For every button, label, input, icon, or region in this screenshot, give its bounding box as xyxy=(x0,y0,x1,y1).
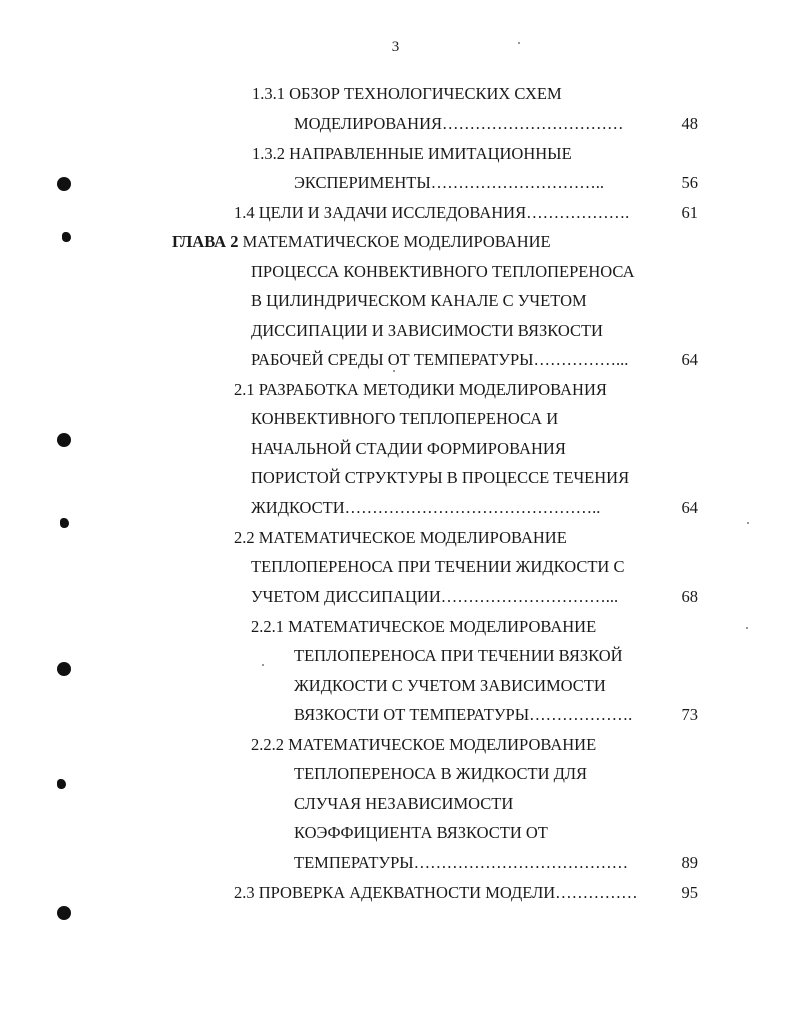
toc-line: КОНВЕКТИВНОГО ТЕПЛОПЕРЕНОСА И xyxy=(251,409,559,428)
toc-page-number: 61 xyxy=(681,203,698,222)
ink-blot-mark xyxy=(62,232,71,242)
chapter-label: ГЛАВА 2 xyxy=(172,232,239,251)
toc-line: 2.2 МАТЕМАТИЧЕСКОЕ МОДЕЛИРОВАНИЕ xyxy=(234,528,567,547)
toc-line: ДИССИПАЦИИ И ЗАВИСИМОСТИ ВЯЗКОСТИ xyxy=(251,321,603,340)
punch-hole-mark xyxy=(57,433,71,447)
toc-line: СЛУЧАЯ НЕЗАВИСИМОСТИ xyxy=(294,794,514,813)
punch-hole-mark xyxy=(57,662,71,676)
toc-page-number: 95 xyxy=(681,883,698,902)
scan-speck xyxy=(393,370,395,372)
toc-line: ЖИДКОСТИ……………………………………….. xyxy=(251,498,601,517)
punch-hole-mark xyxy=(57,906,71,920)
toc-line: ПОРИСТОЙ СТРУКТУРЫ В ПРОЦЕССЕ ТЕЧЕНИЯ xyxy=(251,468,630,487)
toc-line: КОЭФФИЦИЕНТА ВЯЗКОСТИ ОТ xyxy=(294,823,548,842)
toc-page-number: 64 xyxy=(681,350,698,369)
toc-line: НАЧАЛЬНОЙ СТАДИИ ФОРМИРОВАНИЯ xyxy=(251,439,566,458)
scan-speck xyxy=(746,627,748,629)
ink-blot-mark xyxy=(60,518,69,528)
toc-line: ВЯЗКОСТИ ОТ ТЕМПЕРАТУРЫ………………. xyxy=(294,705,633,724)
toc-line: УЧЕТОМ ДИССИПАЦИИ…………………………... xyxy=(251,587,619,606)
toc-line: 2.1 РАЗРАБОТКА МЕТОДИКИ МОДЕЛИРОВАНИЯ xyxy=(234,380,607,399)
punch-hole-mark xyxy=(57,177,71,191)
toc-line: ЭКСПЕРИМЕНТЫ………………………….. xyxy=(294,173,604,192)
toc-line: ТЕПЛОПЕРЕНОСА ПРИ ТЕЧЕНИИ ВЯЗКОЙ xyxy=(294,646,623,665)
page-number: 3 xyxy=(391,39,400,55)
toc-line: 2.2.1 МАТЕМАТИЧЕСКОЕ МОДЕЛИРОВАНИЕ xyxy=(251,617,597,636)
toc-line: ТЕПЛОПЕРЕНОСА В ЖИДКОСТИ ДЛЯ xyxy=(294,764,588,783)
toc-page-number: 56 xyxy=(681,173,698,192)
toc-line: 2.2.2 МАТЕМАТИЧЕСКОЕ МОДЕЛИРОВАНИЕ xyxy=(251,735,597,754)
toc-line: МОДЕЛИРОВАНИЯ…………………………… xyxy=(294,114,624,133)
toc-line: 1.3.2 НАПРАВЛЕННЫЕ ИМИТАЦИОННЫЕ xyxy=(252,144,572,163)
toc-line: ТЕМПЕРАТУРЫ………………………………… xyxy=(294,853,629,872)
toc-line: РАБОЧЕЙ СРЕДЫ ОТ ТЕМПЕРАТУРЫ……………... xyxy=(251,350,629,369)
toc-page-number: 64 xyxy=(681,498,698,517)
toc-line: В ЦИЛИНДРИЧЕСКОМ КАНАЛЕ С УЧЕТОМ xyxy=(251,291,587,310)
toc-line: ПРОЦЕССА КОНВЕКТИВНОГО ТЕПЛОПЕРЕНОСА xyxy=(251,262,635,281)
toc-page-number: 89 xyxy=(681,853,698,872)
toc-page-number: 68 xyxy=(681,587,698,606)
chapter-title: МАТЕМАТИЧЕСКОЕ МОДЕЛИРОВАНИЕ xyxy=(238,232,551,251)
toc-chapter-line xyxy=(172,232,551,252)
toc-page-number: 48 xyxy=(681,114,698,133)
ink-blot-mark xyxy=(57,779,66,789)
toc-line: 2.3 ПРОВЕРКА АДЕКВАТНОСТИ МОДЕЛИ…………… xyxy=(234,883,638,902)
toc-line: ЖИДКОСТИ С УЧЕТОМ ЗАВИСИМОСТИ xyxy=(294,676,606,695)
toc-line: 1.4 ЦЕЛИ И ЗАДАЧИ ИССЛЕДОВАНИЯ………………. xyxy=(234,203,630,222)
toc-line: ТЕПЛОПЕРЕНОСА ПРИ ТЕЧЕНИИ ЖИДКОСТИ С xyxy=(251,557,625,576)
toc-line: 1.3.1 ОБЗОР ТЕХНОЛОГИЧЕСКИХ СХЕМ xyxy=(252,84,562,103)
toc-page-number: 73 xyxy=(681,705,698,724)
scan-speck xyxy=(262,664,264,666)
scan-speck xyxy=(518,42,520,44)
scan-speck xyxy=(747,522,749,524)
